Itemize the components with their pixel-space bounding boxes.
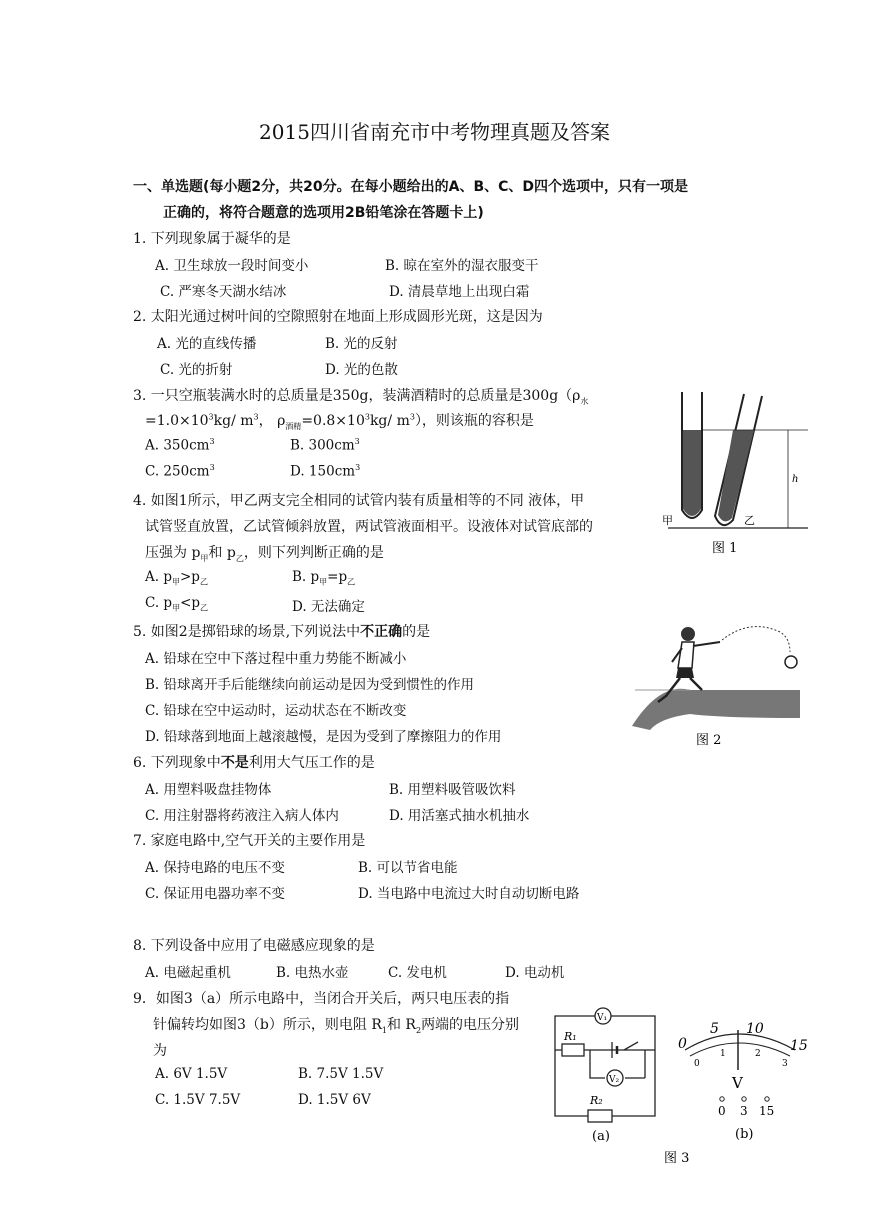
q4-option-a: A. $p_甲>p_乙$ [145,569,208,587]
v1-label: V₁ [597,1013,608,1023]
q4-stem-line3: 压强为 $p_甲$和 $p_乙$，则下列判断正确的是 [145,545,384,563]
page-title: 2015四川省南充市中考物理真题及答案 [259,120,610,144]
meter-unit-label: V [732,1074,743,1092]
r1-label: R₁ [564,1030,577,1043]
q7-option-c: C. 保证用电器功率不变 [145,886,285,902]
q2-option-b: B. 光的反射 [325,336,398,352]
q1-option-a: A. 卫生球放一段时间变小 [155,258,309,274]
q6-option-b: B. 用塑料吸管吸饮料 [389,782,516,798]
q3-option-b: B. $300cm^3$ [290,437,360,454]
q9-option-c: C. 1.5V 7.5V [155,1092,241,1108]
q7-option-d: D. 当电路中电流过大时自动切断电路 [358,886,580,902]
scale-top-5: 5 [710,1021,719,1037]
q3-option-c: C. $250cm^3$ [145,463,215,480]
q3-stem-line1: 3. 一只空瓶装满水时的总质量是350g，装满酒精时的总质量是$300g(\rho_水$ [133,388,589,406]
q6-option-a: A. 用塑料吸盘挂物体 [145,782,272,798]
q4-option-b: B. $p_甲=p_乙$ [292,569,356,587]
q4-option-c: C. $p_甲<p_乙$ [145,595,209,613]
q4-stem-line2: 试管竖直放置，乙试管倾斜放置，两试管液面相平。设液体对试管底部的 [145,519,593,535]
terminal-label-0: 0 [718,1104,726,1118]
q3-option-d: D. $150cm^3$ [290,463,361,480]
section-heading-line1: 一、单选题(每小题2分，共20分。在每小题给出的A、B、C、D四个选项中，只有一项是 [133,179,689,195]
q8-option-b: B. 电热水壶 [276,965,349,981]
scale-bottom-3: 3 [782,1059,788,1069]
q5-option-b: B. 铅球离开手后能继续向前运动是因为受到惯性的作用 [145,677,475,693]
q8-option-c: C. 发电机 [388,965,447,981]
q5-stem: 5. 如图2是掷铅球的场景,下列说法中不正确的是 [133,624,431,640]
figure-1-caption: 图 1 [712,541,738,556]
q9-stem-line2: 针偏转均如图3（b）所示，则电阻 $R_1$和 $R_2$两端的电压分别 [153,1017,520,1035]
q3-option-a: A. $350cm^3$ [145,437,215,454]
scale-top-10: 10 [746,1021,764,1037]
q9-option-d: D. 1.5V 6V [298,1092,371,1108]
q1-option-d: D. 清晨草地上出现白霜 [389,284,530,300]
q6-option-c: C. 用注射器将药液注入病人体内 [145,808,339,824]
q8-stem: 8. 下列设备中应用了电磁感应现象的是 [133,938,375,954]
q9-stem-line1: 9．如图3（a）所示电路中，当闭合开关后，两只电压表的指 [133,991,510,1007]
shot-put-ball [785,656,797,668]
scale-top-0: 0 [678,1036,687,1052]
q7-option-b: B. 可以节省电能 [358,860,458,876]
q1-option-b: B. 晾在室外的湿衣服变干 [385,258,539,274]
q7-option-a: A. 保持电路的电压不变 [145,860,285,876]
q9-option-a: A. 6V 1.5V [155,1066,228,1082]
terminal-label-3: 3 [740,1104,748,1118]
test-tube-yi [715,394,762,525]
resistor-r2 [588,1110,612,1122]
q6-option-d: D. 用活塞式抽水机抽水 [389,808,530,824]
figure-2-caption: 图 2 [696,733,722,748]
terminal-3 [742,1097,746,1101]
q8-option-d: D. 电动机 [505,965,565,981]
r2-label: R₂ [590,1094,603,1107]
resistor-r1 [562,1044,584,1056]
trajectory [722,627,790,652]
h-label: h [792,474,799,485]
q5-option-c: C. 铅球在空中运动时，运动状态在不断改变 [145,703,407,719]
figure-2 [630,620,805,750]
scale-bottom-0: 0 [694,1059,700,1069]
figure-3b-label: (b) [735,1127,754,1142]
figure-3 [550,998,820,1170]
jia-label: 甲 [662,514,673,527]
figure-3a-label: (a) [592,1129,610,1144]
terminal-15 [765,1097,769,1101]
section-heading-line2: 正确的，将符合题意的选项用2B铅笔涂在答题卡上) [163,205,484,221]
q7-stem: 7. 家庭电路中,空气开关的主要作用是 [133,833,366,849]
q6-stem: 6. 下列现象中不是利用大气压工作的是 [133,755,375,771]
q2-option-a: A. 光的直线传播 [157,336,257,352]
q5-option-a: A. 铅球在空中下落过程中重力势能不断减小 [145,651,407,667]
q8-option-a: A. 电磁起重机 [145,965,231,981]
voltmeter-dial-b [685,1030,795,1070]
q9-stem-line3: 为 [153,1043,167,1059]
scale-bottom-1: 1 [720,1049,726,1059]
q4-option-d: D. 无法确定 [292,599,365,615]
v2-label: V₂ [609,1075,620,1085]
terminal-label-15: 15 [759,1104,775,1118]
yi-label: 乙 [744,514,755,527]
q5-option-d: D. 铅球落到地面上越滚越慢，是因为受到了摩擦阻力的作用 [145,729,502,745]
q9-option-b: B. 7.5V 1.5V [298,1066,384,1082]
terminal-0 [720,1097,724,1101]
scale-bottom-2: 2 [755,1049,761,1059]
q2-stem: 2. 太阳光通过树叶间的空隙照射在地面上形成圆形光斑，这是因为 [133,309,543,325]
q2-option-c: C. 光的折射 [160,362,233,378]
test-tube-jia [682,392,702,518]
q1-option-c: C. 严寒冬天湖水结冰 [160,284,287,300]
q2-option-d: D. 光的色散 [325,362,398,378]
scale-top-15: 15 [790,1038,808,1054]
q4-stem-line1: 4. 如图1所示，甲乙两支完全相同的试管内装有质量相等的不同 液体，甲 [133,493,585,509]
q3-stem-line2: $=1.0\times 10^3kg/$ $m^3$， $\rho_{酒精}=0.8\times 10^3kg/$ $m^3$），则该瓶的容积是 [145,412,534,431]
ground [632,689,800,730]
figure-3-caption: 图 3 [664,1151,690,1166]
figure-1 [640,390,810,565]
q1-stem: 1. 下列现象属于凝华的是 [133,231,291,247]
